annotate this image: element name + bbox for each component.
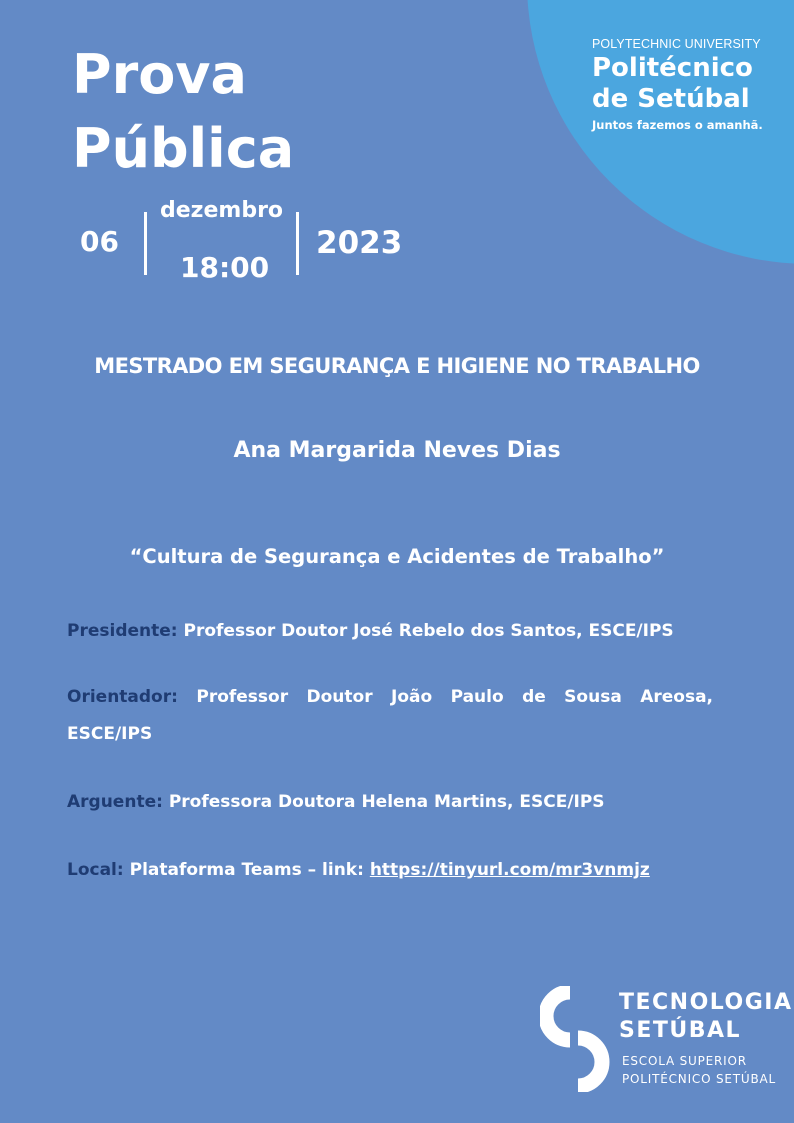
location-text: Plataforma Teams – link: — [129, 860, 364, 880]
location-label: Local: — [67, 860, 124, 880]
examiner-label: Arguente: — [67, 792, 163, 812]
page-title — [72, 38, 294, 186]
teams-link[interactable]: https://tinyurl.com/mr3vnmjz — [369, 860, 650, 880]
logo-english-name: POLYTECHNIC UNIVERSITY — [592, 37, 761, 51]
logo-bottom-sub1: ESCOLA SUPERIOR — [622, 1054, 747, 1068]
date-day: 06 — [80, 225, 119, 258]
logo-bottom-line1: TECNOLOGIA — [619, 990, 793, 1015]
tecnologia-setubal-logo — [540, 986, 793, 1096]
logo-tagline: Juntos fazemos o amanhã. — [592, 118, 763, 132]
program-name: MESTRADO EM SEGURANÇA E HIGIENE NO TRABALHO — [94, 354, 700, 378]
advisor-label: Orientador: — [67, 687, 178, 707]
polytechnic-logo — [592, 37, 782, 132]
president-value: Professor Doutor José Rebelo dos Santos, ESCE/IPS — [183, 621, 674, 641]
jury-president — [67, 613, 713, 650]
date-year: 2023 — [316, 225, 403, 261]
examiner-value: Professora Doutora Helena Martins, ESCE/IPS — [168, 792, 605, 812]
logo-bottom-sub2: POLITÉCNICO SETÚBAL — [622, 1072, 776, 1086]
school-logo-icon — [540, 986, 610, 1092]
jury-examiner — [67, 784, 713, 821]
logo-bottom-line2: SETÚBAL — [619, 1018, 742, 1043]
date-divider-left — [144, 212, 147, 275]
thesis-title: “Cultura de Segurança e Acidentes de Trabalho” — [129, 545, 665, 568]
date-divider-right — [296, 212, 299, 275]
logo-name-line2: de Setúbal — [592, 84, 750, 114]
advisor-value: Professor Doutor João Paulo de Sousa Areosa, ESCE/IPS — [67, 687, 713, 744]
location — [67, 852, 713, 889]
date-month: dezembro — [160, 198, 284, 223]
title-line2: Pública — [72, 117, 295, 180]
event-time: 18:00 — [180, 251, 270, 284]
title-line1: Prova — [72, 43, 247, 106]
student-name: Ana Margarida Neves Dias — [233, 438, 561, 463]
president-label: Presidente: — [67, 621, 178, 641]
logo-name-line1: Politécnico — [592, 53, 753, 83]
jury-advisor — [67, 679, 713, 753]
